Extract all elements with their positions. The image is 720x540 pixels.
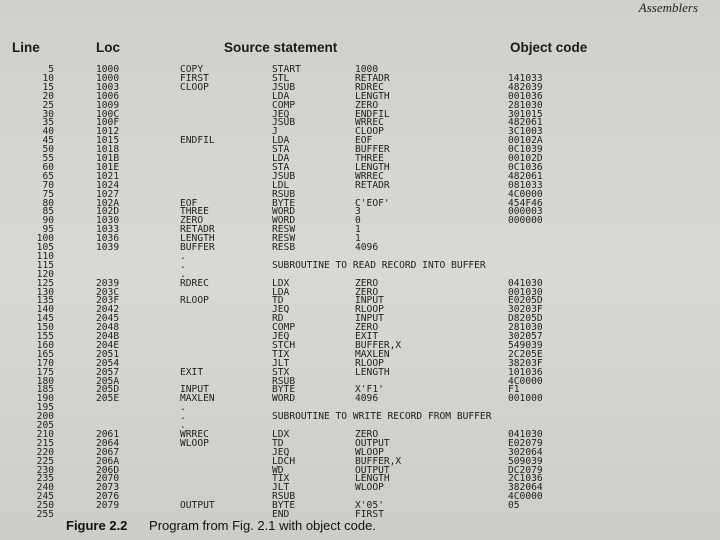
line-number: 95 [42,224,54,236]
operation: RESW [272,233,296,245]
operand: RLOOP [355,357,384,369]
object-code: DC2079 [508,464,543,476]
operand: OUTPUT [355,437,390,449]
operation: LDA [272,135,290,147]
label: LENGTH [180,233,215,245]
object-code: 302057 [508,331,543,342]
location: 204B [96,331,120,342]
label: CLOOP [180,81,209,93]
operand: RDREC [355,81,384,93]
location: 203F [96,295,120,307]
object-code: 454F46 [508,197,543,209]
table-header [0,40,720,58]
location: 205A [96,375,120,387]
operation: STA [272,144,290,156]
location: 2079 [96,500,120,512]
object-code: 00102D [508,153,543,164]
object-code: 4C0000 [508,188,543,200]
operation: LDCH [272,455,296,467]
line-number: 75 [42,188,54,200]
comment: SUBROUTINE TO READ RECORD INTO BUFFER [272,259,486,271]
line-number: 60 [42,161,54,173]
line-number: 45 [42,135,54,147]
location: 206D [96,464,120,476]
line-number: 220 [36,446,54,458]
line-number: 140 [36,304,54,316]
label: RETADR [180,224,215,236]
operand: ZERO [355,99,379,111]
operation: RSUB [272,375,296,387]
location: 205D [96,384,120,396]
location: 100F [96,117,120,129]
label: ZERO [180,215,204,227]
label: . [180,268,186,280]
line-number: 205 [36,420,54,431]
operation: END [272,509,290,520]
label: . [180,259,186,271]
column-header-source: Source statement [224,40,338,55]
column-header-loc: Loc [96,40,121,55]
label: OUTPUT [180,500,215,512]
location: 205E [96,393,120,405]
operand: LENGTH [355,366,390,378]
operand: ZERO [355,277,379,289]
object-code: 101036 [508,366,543,378]
location: 1003 [96,81,120,93]
operation: JEQ [272,108,290,120]
label: BUFFER [180,242,215,253]
location: 1006 [96,90,120,102]
object-code: 4C0000 [508,375,543,387]
operand: ZERO [355,428,379,440]
line-number: 5 [48,64,54,75]
operation: BYTE [272,384,296,396]
operand: 1000 [355,64,379,75]
line-number: 175 [36,366,54,378]
operation: LDX [272,277,290,289]
object-code: 38203F [508,357,543,369]
operand: BUFFER,X [355,455,402,467]
operation: STA [272,161,290,173]
label: . [180,420,186,431]
operand: OUTPUT [355,464,390,476]
object-code: 549039 [508,339,543,351]
operand: LENGTH [355,473,390,485]
object-code: 000003 [508,206,543,218]
operation: STCH [272,339,296,351]
line-number: 40 [42,126,54,138]
label: COPY [180,64,204,75]
operation: STX [272,366,290,378]
line-number: 130 [36,286,54,298]
operation: JSUB [272,81,296,93]
line-number: 100 [36,233,54,245]
line-number: 190 [36,393,54,405]
label: . [180,250,186,262]
object-code: 000000 [508,215,543,227]
object-code: 301015 [508,108,543,120]
location: 2054 [96,357,120,369]
line-number: 180 [36,375,54,387]
line-number: 245 [36,491,54,503]
operation: JEQ [272,446,290,458]
location: 2076 [96,491,120,503]
location: 1021 [96,170,120,182]
object-code: 041030 [508,428,543,440]
line-number: 210 [36,428,54,440]
line-number: 80 [42,197,54,209]
location: 2064 [96,437,120,449]
line-number: 35 [42,117,54,129]
operand: C'EOF' [355,197,390,209]
running-header: Assemblers [638,0,698,15]
label: EXIT [180,366,204,378]
operation: COMP [272,322,296,334]
operation: RSUB [272,491,296,503]
label: EOF [180,197,198,209]
location: 1024 [96,179,120,191]
line-number: 160 [36,339,54,351]
operation: JEQ [272,304,290,316]
location: 2042 [96,304,120,316]
line-number: 255 [36,509,54,520]
operation: START [272,64,301,75]
operand: LENGTH [355,90,390,102]
location: 206A [96,455,120,467]
line-number: 30 [42,108,54,120]
line-number: 115 [36,259,54,271]
location: 1015 [96,135,120,147]
label: RDREC [180,277,209,289]
line-number: 15 [42,81,54,93]
operation: J [272,126,278,138]
object-code: E0205D [508,295,543,307]
location: 2073 [96,482,120,494]
operand: WRREC [355,170,384,182]
object-code: 2C1036 [508,473,543,485]
operand: 3 [355,206,361,218]
object-code: 05 [508,500,520,512]
object-code: 001000 [508,393,543,405]
line-number: 50 [42,144,54,156]
object-code: 482061 [508,170,543,182]
operation: BYTE [272,197,296,209]
label: MAXLEN [180,393,215,405]
operand: 4096 [355,242,379,253]
line-number: 240 [36,482,54,494]
label: THREE [180,206,209,218]
object-code: 382064 [508,482,543,494]
operation: TIX [272,473,290,485]
object-code: 30203F [508,304,543,316]
object-code: 041030 [508,277,543,289]
object-code: D8205D [508,313,543,325]
object-code: 509039 [508,455,543,467]
operand: INPUT [355,295,384,307]
location: 1030 [96,215,120,227]
location: 1027 [96,188,120,200]
operation: RESW [272,224,296,236]
operand: CLOOP [355,126,384,138]
line-number: 70 [42,179,54,191]
operand: WRREC [355,117,384,129]
figure-number: Figure 2.2 [66,518,128,533]
operation: WORD [272,215,296,227]
operation: JSUB [272,170,296,182]
object-code: F1 [508,384,520,396]
operand: THREE [355,153,384,164]
operation: WORD [272,206,296,218]
object-code: 281030 [508,99,543,111]
operation: TD [272,295,284,307]
line-number: 225 [36,455,54,467]
object-code: 302064 [508,446,543,458]
operation: STL [272,72,290,84]
line-number: 145 [36,313,54,325]
location: 2051 [96,348,120,360]
operand: MAXLEN [355,348,390,360]
location: 204E [96,339,120,351]
line-number: 90 [42,215,54,227]
object-code: 001030 [508,286,543,298]
operand: X'F1' [355,384,384,396]
line-number: 20 [42,90,54,102]
operand: X'05' [355,500,384,512]
operand: RETADR [355,72,390,84]
location: 2057 [96,366,120,378]
location: 102A [96,197,120,209]
operation: JLT [272,357,290,369]
operand: EXIT [355,331,379,342]
operand: RLOOP [355,304,384,316]
operand: WLOOP [355,482,384,494]
line-number: 165 [36,348,54,360]
line-number: 110 [36,250,54,262]
object-code: 482061 [508,117,543,129]
line-number: 105 [36,242,54,253]
location: 1000 [96,64,120,75]
object-code: 081033 [508,179,543,191]
operand: ZERO [355,286,379,298]
object-code: 2C205E [508,348,543,360]
location: 2039 [96,277,120,289]
line-number: 195 [36,402,54,414]
location: 101B [96,153,120,164]
operand: WLOOP [355,446,384,458]
operation: LDA [272,153,290,164]
line-number: 155 [36,331,54,342]
figure-caption-text: Program from Fig. 2.1 with object code. [149,518,376,533]
operand: ZERO [355,322,379,334]
location: 1012 [96,126,120,138]
label: INPUT [180,384,209,396]
line-number: 235 [36,473,54,485]
operand: INPUT [355,313,384,325]
line-number: 85 [42,206,54,218]
operation: RD [272,313,284,325]
location: 2045 [96,313,120,325]
object-code: E02079 [508,437,543,449]
object-code: 001036 [508,90,543,102]
operand: 1 [355,233,361,245]
line-number: 185 [36,384,54,396]
operation: LDL [272,179,290,191]
operand: FIRST [355,509,384,520]
label: WLOOP [180,437,209,449]
object-code: 0C1039 [508,144,543,156]
location: 1039 [96,242,120,253]
location: 102D [96,206,120,218]
line-number: 215 [36,437,54,449]
object-code: 3C1003 [508,126,543,138]
operation: WORD [272,393,296,405]
label: FIRST [180,72,209,84]
location: 2067 [96,446,120,458]
location: 2061 [96,428,120,440]
label: WRREC [180,428,209,440]
operation: JLT [272,482,290,494]
line-number: 55 [42,153,54,164]
line-number: 10 [42,72,54,84]
line-number: 170 [36,357,54,369]
operation: JSUB [272,117,296,129]
label: . [180,402,186,414]
object-code: 141033 [508,72,543,84]
operation: LDA [272,90,290,102]
operand: 1 [355,224,361,236]
object-code: 281030 [508,322,543,334]
location: 1036 [96,233,120,245]
object-code: 00102A [508,135,543,147]
line-number: 150 [36,322,54,334]
label: RLOOP [180,295,209,307]
line-number: 25 [42,99,54,111]
column-header-object: Object code [510,40,588,55]
location: 1000 [96,72,120,84]
line-number: 200 [36,411,54,423]
operation: LDA [272,286,290,298]
object-code: 482039 [508,81,543,93]
line-number: 230 [36,464,54,476]
operation: RSUB [272,188,296,200]
comment: SUBROUTINE TO WRITE RECORD FROM BUFFER [272,411,492,423]
line-number: 135 [36,295,54,307]
location: 101E [96,161,120,173]
location: 2048 [96,322,120,334]
operand: RETADR [355,179,390,191]
location: 100C [96,108,120,120]
object-code: 0C1036 [508,161,543,173]
location: 1018 [96,144,120,156]
operand: LENGTH [355,161,390,173]
operation: JEQ [272,331,290,342]
label: . [180,411,186,423]
line-number: 250 [36,500,54,512]
operand: BUFFER,X [355,339,402,351]
object-code: 4C0000 [508,491,543,503]
operation: COMP [272,99,296,111]
column-header-line: Line [12,40,40,55]
operand: EOF [355,135,373,147]
operand: BUFFER [355,144,390,156]
operation: LDX [272,428,290,440]
line-number: 125 [36,277,54,289]
location: 203C [96,286,120,298]
operand: 0 [355,215,361,227]
operand: ENDFIL [355,108,390,120]
line-number: 120 [36,268,54,280]
operation: TIX [272,348,290,360]
line-number: 65 [42,170,54,182]
location: 1033 [96,224,120,236]
location: 2070 [96,473,120,485]
figure-caption [66,518,376,533]
operand: 4096 [355,393,379,405]
location: 1009 [96,99,120,111]
operation: WD [272,464,284,476]
operation: TD [272,437,284,449]
operation: BYTE [272,500,296,512]
label: ENDFIL [180,135,215,147]
operation: RESB [272,242,296,253]
